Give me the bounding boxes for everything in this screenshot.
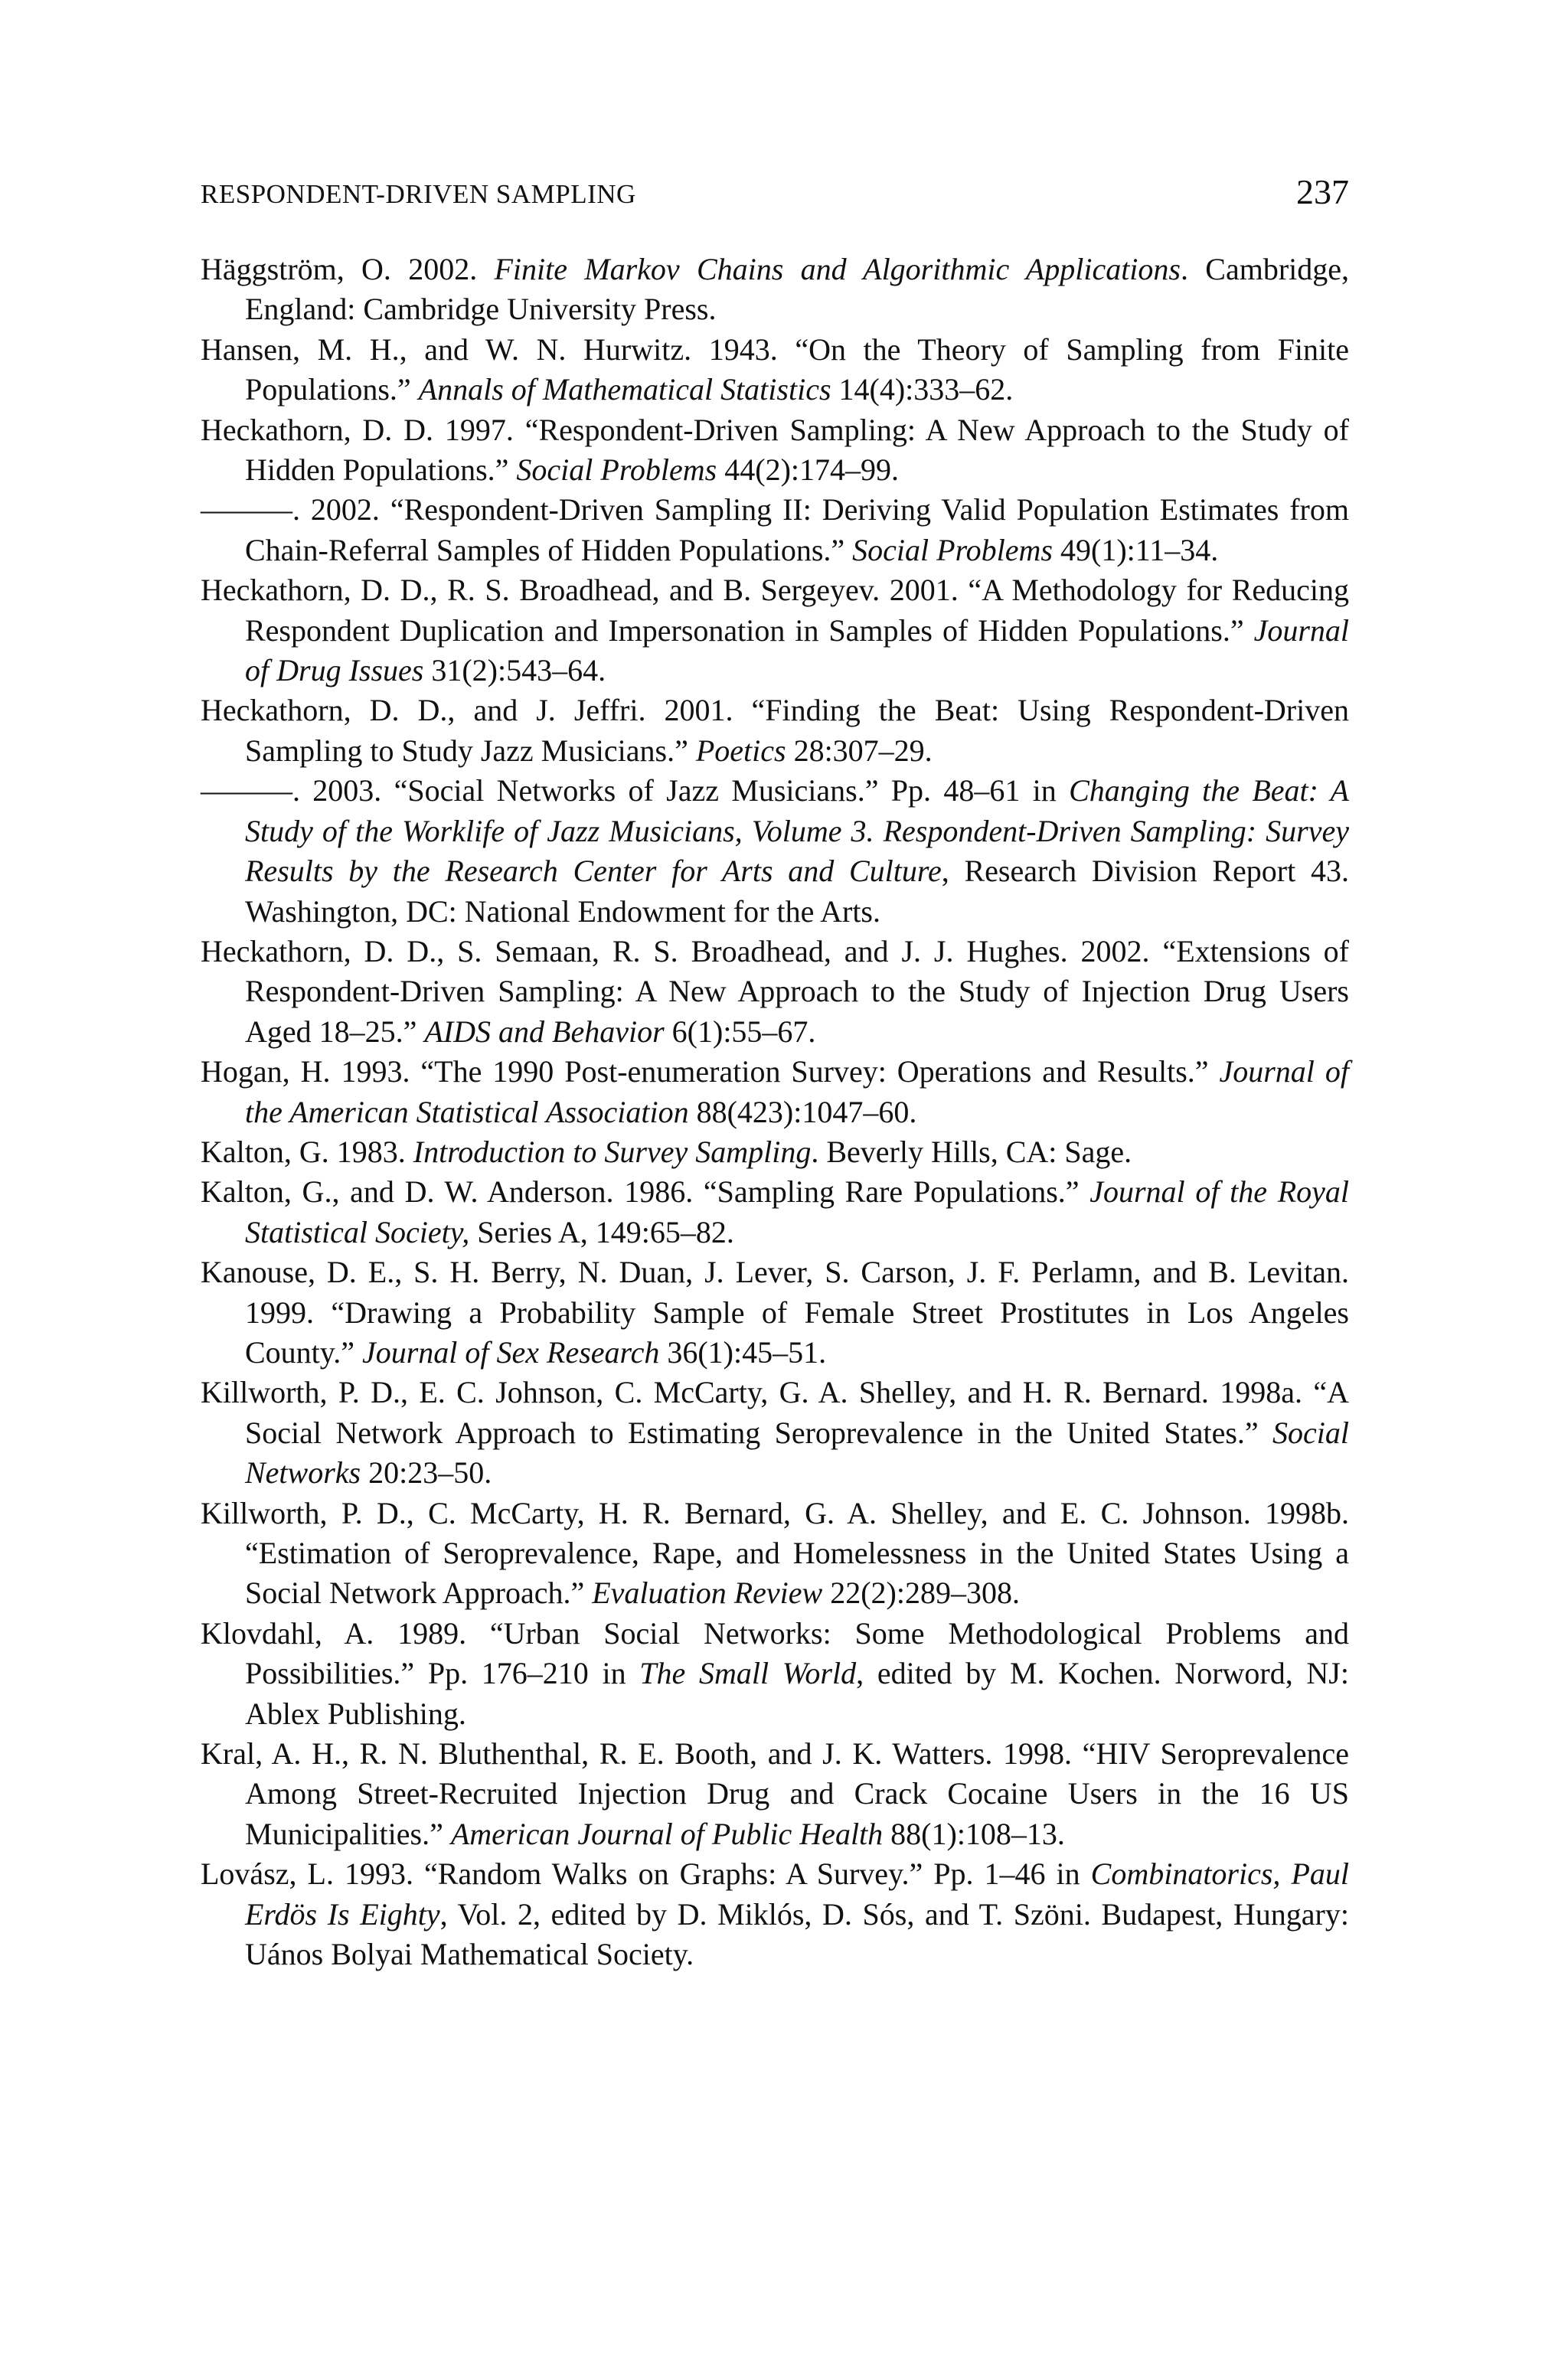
reference-entry: Heckathorn, D. D., R. S. Broadhead, and B. Sergeyev. 2001. “A Methodology for Reducing Respondent Duplication and Impersonation in Samples of Hidden Populations.” Journal of Drug Issues 31(2):543–64. (201, 573, 1349, 688)
reference-entry: Häggström, O. 2002. Finite Markov Chains and Algorithmic Applications. Cambridge, England: Cambridge University Press. (201, 252, 1350, 327)
reference-entry: Hansen, M. H., and W. N. Hurwitz. 1943. “On the Theory of Sampling from Finite Populations.” Annals of Mathematical Statistics 14(4):333–62. (201, 331, 1349, 407)
reference-entry: ———. 2003. “Social Networks of Jazz Musicians.” Pp. 48–61 in Changing the Beat: A Study of the Worklife of Jazz Musicians, Volume 3. Respondent-Driven Sampling: Survey Results by the Research Center for Arts and Culture, Research Division Report 43. Washington, DC: National Endowment for the Arts. (201, 773, 1349, 929)
reference-entry: Heckathorn, D. D., and J. Jeffri. 2001. “Finding the Beat: Using Respondent-Driven Sampling to Study Jazz Musicians.” Poetics 28:307–29. (201, 693, 1349, 768)
reference-entry: Heckathorn, D. D., S. Semaan, R. S. Broadhead, and J. J. Hughes. 2002. “Extensions of Respondent-Driven Sampling: A New Approach to the Study of Injection Drug Users Aged 18–25.” AIDS and Behavior 6(1):55–67. (201, 933, 1349, 1049)
reference-entry: Killworth, P. D., C. McCarty, H. R. Bernard, G. A. Shelley, and E. C. Johnson. 1998b. “Estimation of Seroprevalence, Rape, and Homelessness in the United States Using a Social Network Approach.” Evaluation Review 22(2):289–308. (201, 1495, 1349, 1611)
reference-entry: Kalton, G. 1983. Introduction to Survey Sampling. Beverly Hills, CA: Sage. (201, 1134, 1132, 1169)
page-number: 237 (1296, 172, 1349, 211)
reference-entry: Klovdahl, A. 1989. “Urban Social Networks: Some Methodological Problems and Possibilities.” Pp. 176–210 in The Small World, edited by M. Kochen. Norword, NJ: Ablex Publishing. (201, 1615, 1349, 1731)
reference-entry: Kalton, G., and D. W. Anderson. 1986. “Sampling Rare Populations.” Journal of the Royal Statistical Society, Series A, 149:65–82. (201, 1174, 1349, 1249)
reference-entry: Hogan, H. 1993. “The 1990 Post-enumeration Survey: Operations and Results.” Journal of the American Statistical Association 88(423):1047–60. (201, 1054, 1349, 1129)
reference-entry: Heckathorn, D. D. 1997. “Respondent-Driven Sampling: A New Approach to the Study of Hidden Populations.” Social Problems 44(2):174–99. (201, 412, 1349, 488)
reference-entry: Kral, A. H., R. N. Bluthenthal, R. E. Booth, and J. K. Watters. 1998. “HIV Seroprevalence Among Street-Recruited Injection Drug and Crack Cocaine Users in the 16 US Municipalities.” American Journal of Public Health 88(1):108–13. (201, 1736, 1349, 1851)
reference-entry: Killworth, P. D., E. C. Johnson, C. McCarty, G. A. Shelley, and H. R. Bernard. 1998a. “A Social Network Approach to Estimating Seroprevalence in the United States.” Social Networks 20:23–50. (201, 1375, 1349, 1491)
reference-entry: ———. 2002. “Respondent-Driven Sampling II: Deriving Valid Population Estimates from Chain-Referral Samples of Hidden Populations.” Social Problems 49(1):11–34. (201, 492, 1349, 567)
reference-list (201, 250, 1349, 1974)
reference-entry: Kanouse, D. E., S. H. Berry, N. Duan, J. Lever, S. Carson, J. F. Perlamn, and B. Levitan. 1999. “Drawing a Probability Sample of Female Street Prostitutes in Los Angeles County.” Journal of Sex Research 36(1):45–51. (201, 1255, 1349, 1370)
running-title: RESPONDENT-DRIVEN SAMPLING (201, 179, 636, 209)
running-head (201, 171, 1349, 217)
reference-entry: Lovász, L. 1993. “Random Walks on Graphs: A Survey.” Pp. 1–46 in Combinatorics, Paul Erdös Is Eighty, Vol. 2, edited by D. Miklós, D. Sós, and T. Szöni. Budapest, Hungary: Uános Bolyai Mathematical Society. (201, 1856, 1349, 1972)
